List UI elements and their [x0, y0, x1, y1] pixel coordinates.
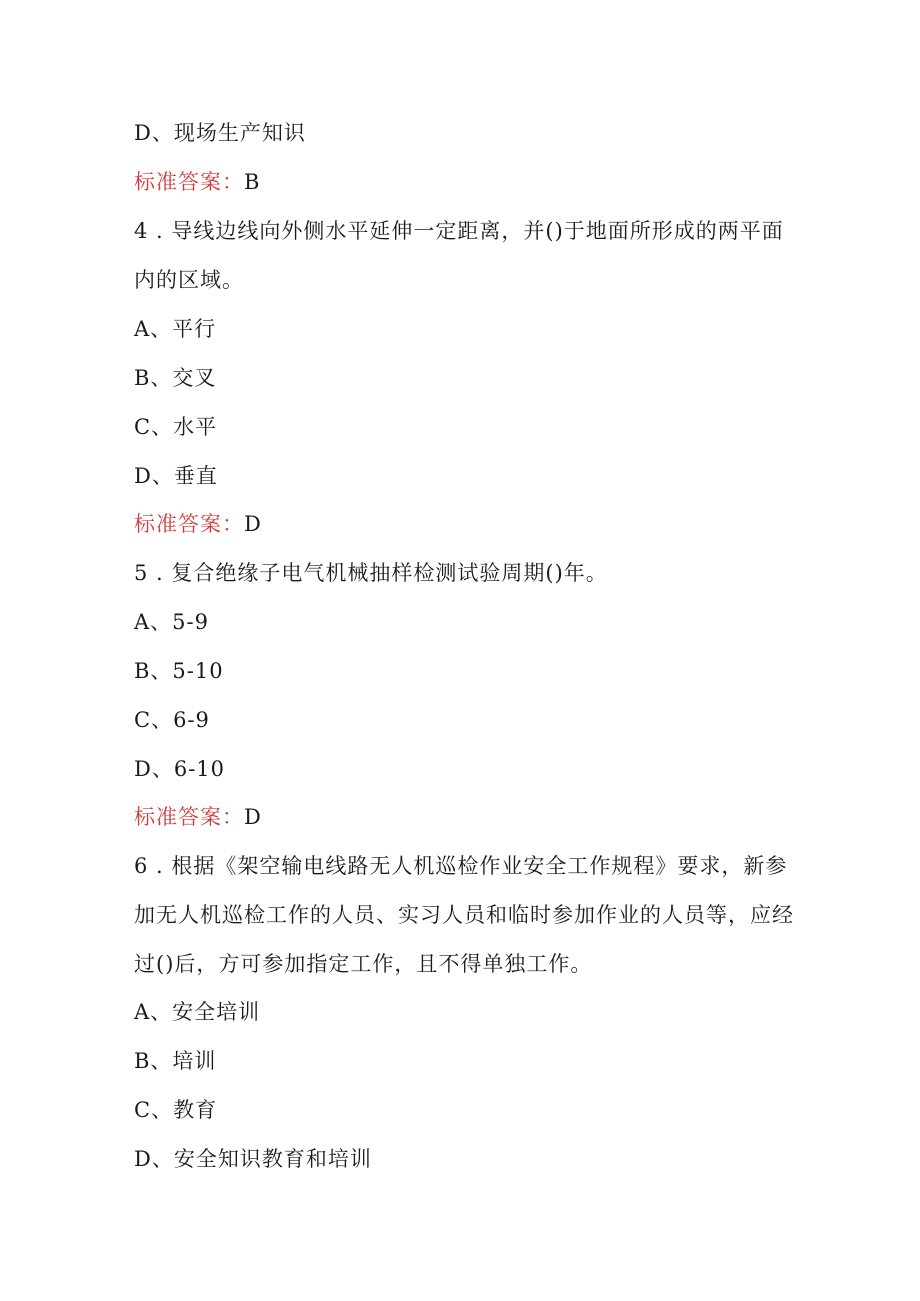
- q4-answer: [134, 510, 262, 538]
- q6-stem-line1: 6 . 根据《架空输电线路无人机巡检作业安全工作规程》要求，新参: [134, 854, 788, 878]
- q5-option-d: D、6-10: [134, 757, 226, 781]
- answer-label: 标准答案：: [134, 512, 244, 536]
- q4-stem-line2: 内的区域。: [134, 268, 244, 292]
- q5-option-c: C、6-9: [134, 708, 210, 732]
- q5-stem-line1: 5 . 复合绝缘子电气机械抽样检测试验周期()年。: [134, 561, 608, 585]
- q3-option-d: D、现场生产知识: [134, 121, 306, 145]
- q6-option-b: B、培训: [134, 1049, 217, 1073]
- answer-value: D: [244, 805, 262, 829]
- q6-stem-line2: 加无人机巡检工作的人员、实习人员和临时参加作业的人员等，应经: [134, 903, 794, 927]
- q4-stem-line1: 4 . 导线边线向外侧水平延伸一定距离，并()于地面所形成的两平面: [134, 219, 784, 243]
- q4-option-c: C、水平: [134, 415, 218, 439]
- q4-option-a: A、平行: [134, 317, 217, 341]
- q5-option-b: B、5-10: [134, 659, 224, 683]
- q3-answer: [134, 168, 260, 196]
- q5-option-a: A、5-9: [134, 610, 209, 634]
- answer-label: 标准答案：: [134, 170, 244, 194]
- q5-answer: [134, 803, 262, 831]
- q4-option-b: B、交叉: [134, 366, 217, 390]
- q6-stem-line3: 过()后，方可参加指定工作，且不得单独工作。: [134, 952, 593, 976]
- q6-option-d: D、安全知识教育和培训: [134, 1147, 372, 1171]
- answer-value: D: [244, 512, 262, 536]
- q4-option-d: D、垂直: [134, 464, 218, 488]
- answer-value: B: [244, 170, 261, 194]
- q6-option-a: A、安全培训: [134, 1000, 261, 1024]
- answer-label: 标准答案：: [134, 805, 244, 829]
- q6-option-c: C、教育: [134, 1098, 218, 1122]
